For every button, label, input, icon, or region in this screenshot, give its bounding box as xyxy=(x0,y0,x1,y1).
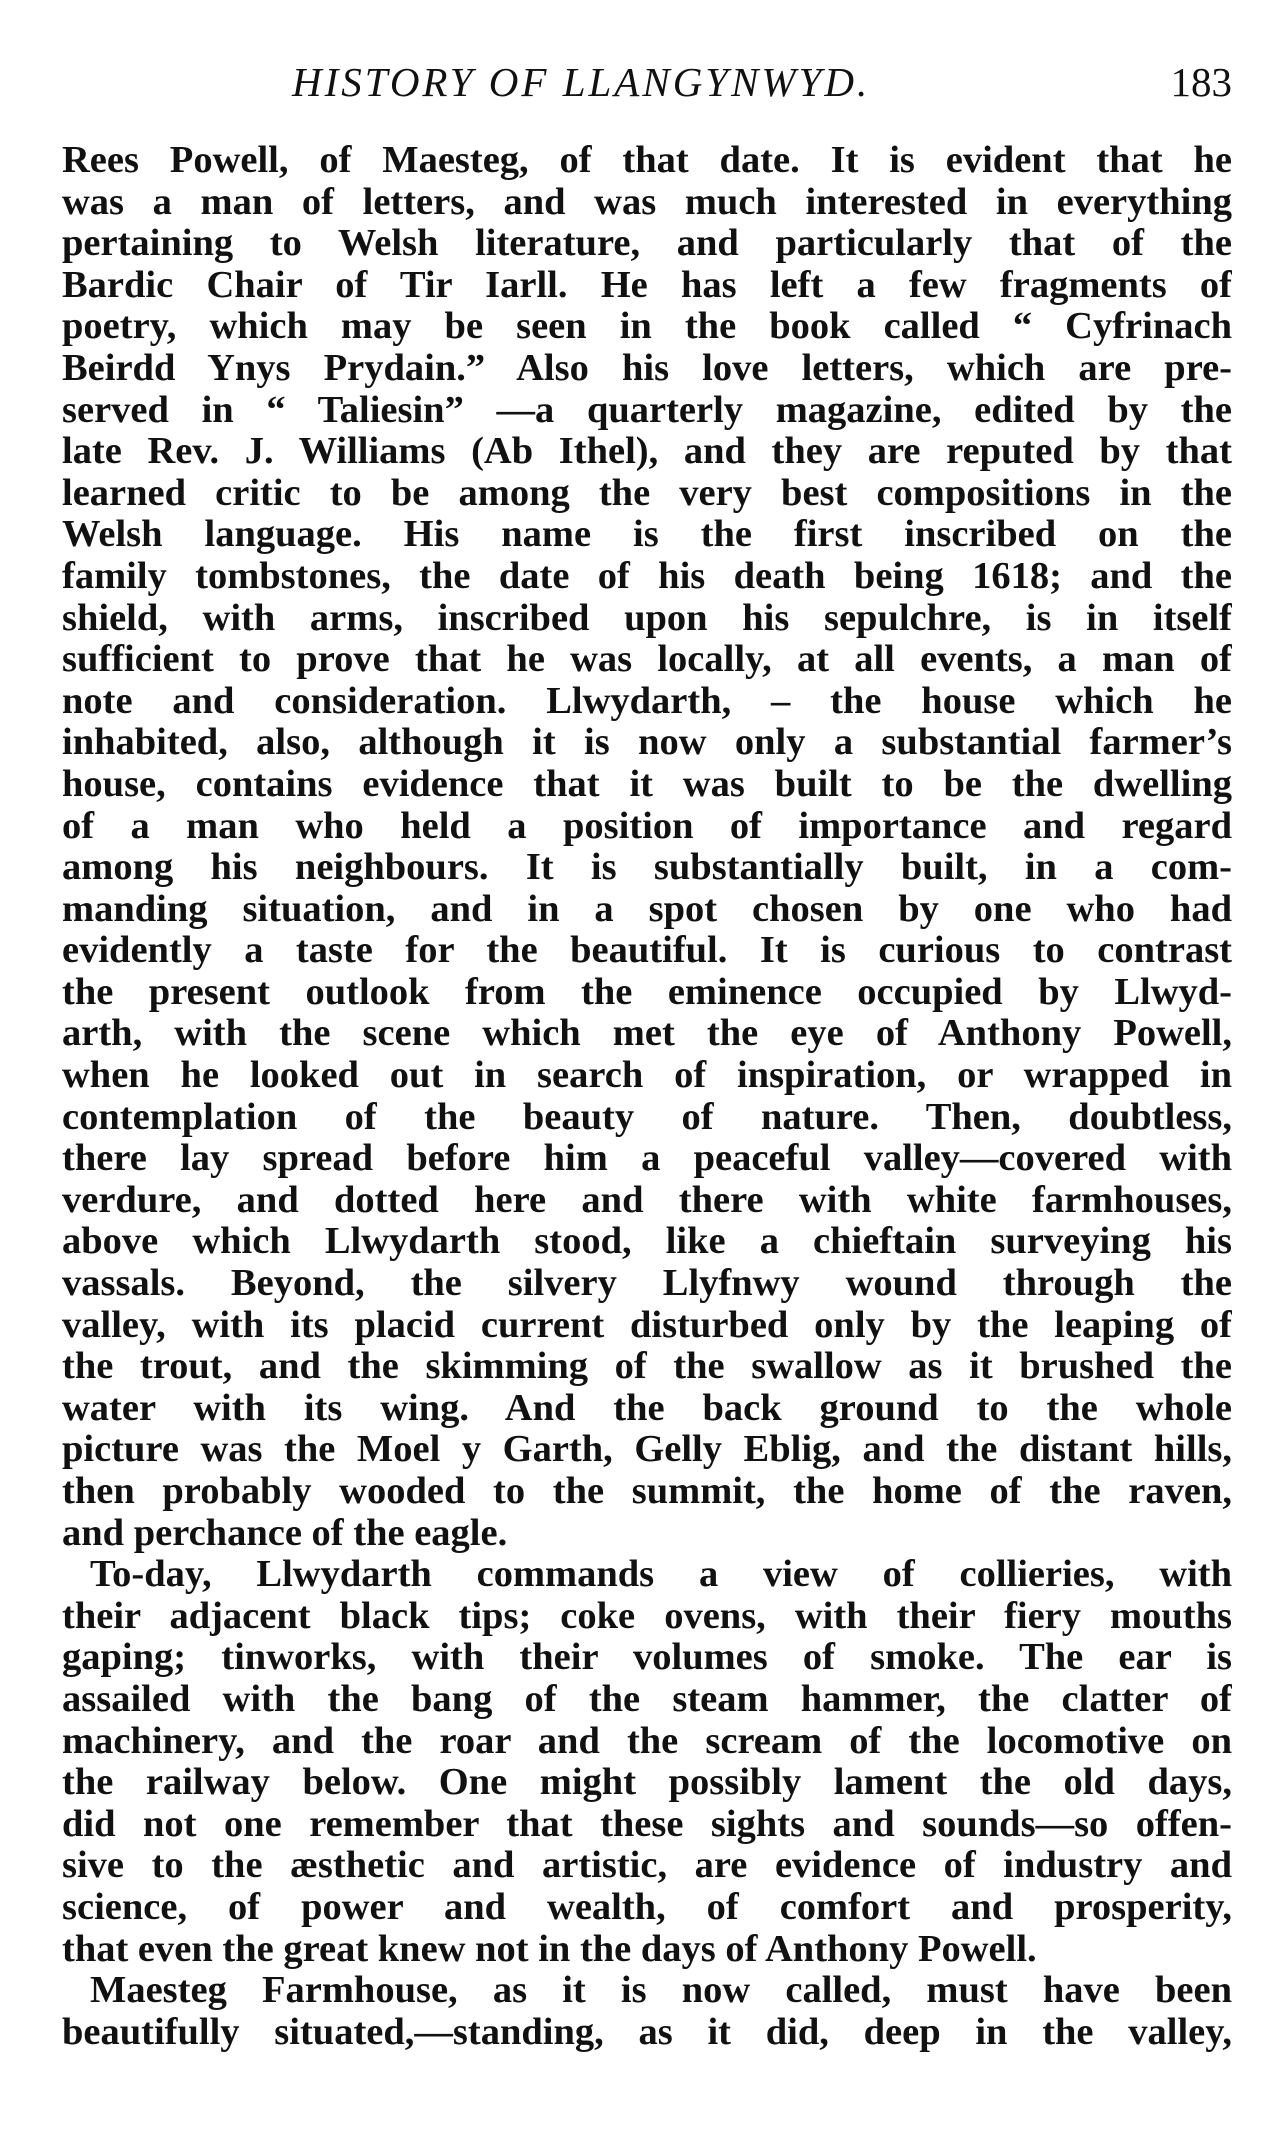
text-line: beautifully situated,—standing, as it did, deep in the valley, xyxy=(62,2011,1232,2053)
text-line: valley, with its placid current disturbed only by the leaping of xyxy=(62,1304,1232,1346)
text-line: gaping; tinworks, with their volumes of smoke. The ear is xyxy=(62,1637,1232,1679)
running-head xyxy=(62,58,1232,120)
text-line: and perchance of the eagle. xyxy=(62,1512,508,1554)
text-line: Welsh language. His name is the first inscribed on the xyxy=(62,514,1232,556)
text-line: science, of power and wealth, of comfort and prosperity, xyxy=(62,1886,1232,1928)
text-line: family tombstones, the date of his death being 1618; and the xyxy=(62,555,1232,597)
text-line: To-day, Llwydarth commands a view of collieries, with xyxy=(90,1554,1232,1596)
text-line: learned critic to be among the very best compositions in the xyxy=(62,472,1232,514)
page-number: 183 xyxy=(1170,59,1232,105)
text-line: inhabited, also, although it is now only a substantial farmer’s xyxy=(62,722,1232,764)
text-line: among his neighbours. It is substantially built, in a com- xyxy=(62,847,1232,889)
text-line: vassals. Beyond, the silvery Llyfnwy wound through the xyxy=(62,1263,1232,1305)
text-line: note and consideration. Llwydarth, – the house which he xyxy=(62,680,1232,722)
text-line: manding situation, and in a spot chosen by one who had xyxy=(62,888,1232,930)
text-line: that even the great knew not in the days of Anthony Powell. xyxy=(62,1928,1037,1970)
text-line: machinery, and the roar and the scream of the locomotive on xyxy=(62,1720,1232,1762)
text-line: shield, with arms, inscribed upon his sepulchre, is in itself xyxy=(62,597,1232,639)
text-line: was a man of letters, and was much interested in everything xyxy=(62,181,1232,223)
text-line: did not one remember that these sights and sounds—so offen- xyxy=(62,1803,1232,1845)
text-line: served in “ Taliesin” —a quarterly magazine, edited by the xyxy=(62,389,1232,431)
body-text xyxy=(62,140,1232,2053)
text-line: evidently a taste for the beautiful. It is curious to contrast xyxy=(62,930,1232,972)
text-line: sive to the æsthetic and artistic, are evidence of industry and xyxy=(62,1845,1232,1887)
text-line: the railway below. One might possibly lament the old days, xyxy=(62,1762,1232,1804)
text-line: house, contains evidence that it was built to be the dwelling xyxy=(62,763,1232,805)
text-line: sufficient to prove that he was locally, at all events, a man of xyxy=(62,639,1232,681)
text-line: above which Llwydarth stood, like a chieftain surveying his xyxy=(62,1221,1232,1263)
text-line: Bardic Chair of Tir Iarll. He has left a few fragments of xyxy=(62,264,1232,306)
text-line: contemplation of the beauty of nature. Then, doubtless, xyxy=(62,1096,1232,1138)
text-line: picture was the Moel y Garth, Gelly Eblig, and the distant hills, xyxy=(62,1429,1232,1471)
text-line: the present outlook from the eminence occupied by Llwyd- xyxy=(62,971,1232,1013)
text-line: the trout, and the skimming of the swallow as it brushed the xyxy=(62,1346,1232,1388)
text-line: poetry, which may be seen in the book called “ Cyfrinach xyxy=(62,306,1232,348)
text-line: arth, with the scene which met the eye of Anthony Powell, xyxy=(62,1013,1232,1055)
text-line: there lay spread before him a peaceful valley—covered with xyxy=(62,1138,1232,1180)
text-line: late Rev. J. Williams (Ab Ithel), and they are reputed by that xyxy=(62,431,1232,473)
text-line: of a man who held a position of importance and regard xyxy=(62,805,1232,847)
text-line: Rees Powell, of Maesteg, of that date. It is evident that he xyxy=(62,140,1232,181)
text-line: their adjacent black tips; coke ovens, with their fiery mouths xyxy=(62,1595,1232,1637)
book-page xyxy=(62,58,1232,2118)
text-line: Maesteg Farmhouse, as it is now called, must have been xyxy=(90,1970,1232,2012)
text-line: verdure, and dotted here and there with white farmhouses, xyxy=(62,1179,1232,1221)
text-line: assailed with the bang of the steam hammer, the clatter of xyxy=(62,1678,1232,1720)
text-line: pertaining to Welsh literature, and particularly that of the xyxy=(62,223,1232,265)
text-line: then probably wooded to the summit, the home of the raven, xyxy=(62,1471,1232,1512)
text-line: when he looked out in search of inspiration, or wrapped in xyxy=(62,1055,1232,1097)
text-line: water with its wing. And the back ground to the whole xyxy=(62,1387,1232,1429)
text-line: Beirdd Ynys Prydain.” Also his love letters, which are pre- xyxy=(62,347,1232,389)
running-title: HISTORY OF LLANGYNWYD. xyxy=(292,59,871,105)
